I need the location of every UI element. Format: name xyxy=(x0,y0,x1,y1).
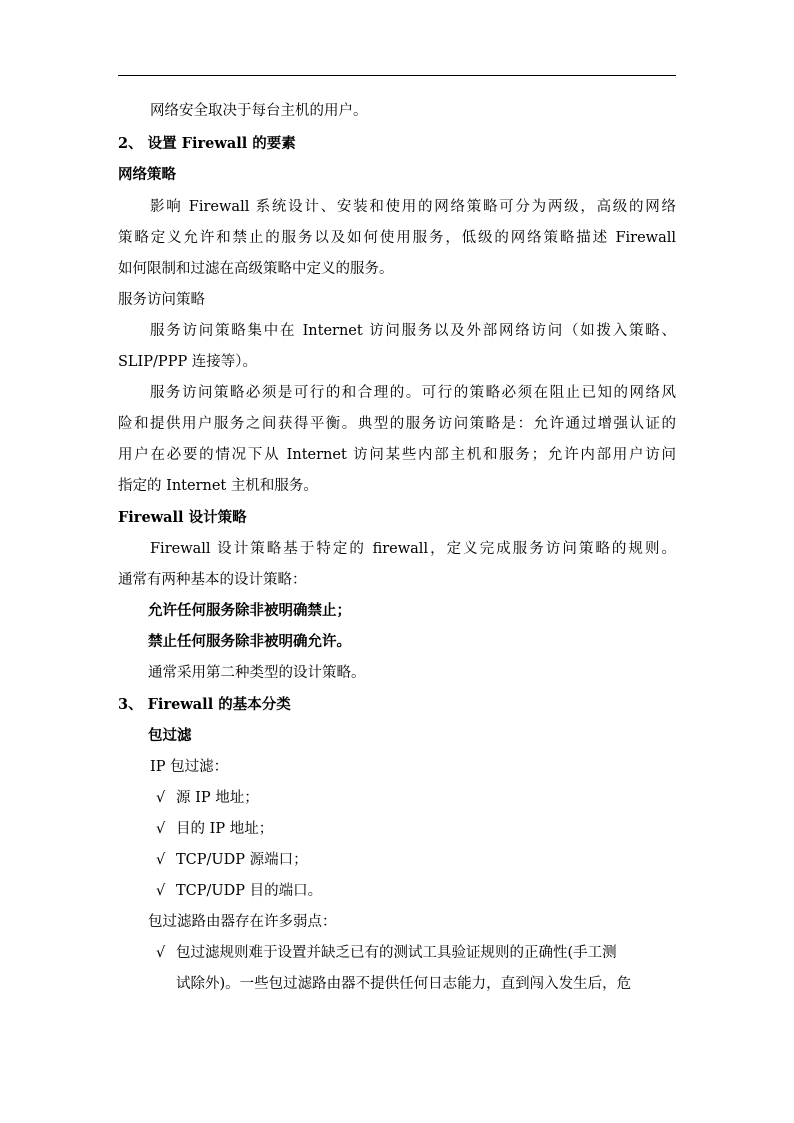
check-list-item xyxy=(156,819,273,839)
paragraph-line: 服务访问策略必须是可行的和合理的。可行的策略必须在阻止已知的网络风 xyxy=(150,385,676,401)
paragraph-line: 网络安全取决于每台主机的用户。 xyxy=(150,103,368,119)
header-rule xyxy=(118,75,676,76)
list-item-text: 包过滤规则难于设置并缺乏已有的测试工具验证规则的正确性(手工测 xyxy=(176,945,617,961)
check-list-item xyxy=(156,881,322,901)
check-icon: √ xyxy=(156,852,166,868)
paragraph-line: SLIP/PPP 连接等）。 xyxy=(118,354,258,370)
paragraph-line: 通常有两种基本的设计策略： xyxy=(118,572,307,588)
paragraph-line: 影响 Firewall 系统设计、安装和使用的网络策略可分为两级，高级的网络 xyxy=(150,199,676,215)
paragraph-line: 通常采用第二种类型的设计策略。 xyxy=(148,665,366,681)
paragraph-line: 策略定义允许和禁止的服务以及如何使用服务，低级的网络策略描述 Firewall xyxy=(118,230,676,246)
list-item-text: TCP/UDP 源端口； xyxy=(176,852,308,868)
paragraph-line: Firewall 设计策略基于特定的 firewall，定义完成服务访问策略的规则。 xyxy=(150,541,676,557)
check-icon: √ xyxy=(156,790,166,806)
paragraph-line: 包过滤路由器存在许多弱点： xyxy=(148,914,337,930)
subheading-network-policy: 网络策略 xyxy=(118,166,176,183)
paragraph-line: 指定的 Internet 主机和服务。 xyxy=(118,478,318,494)
check-icon: √ xyxy=(156,883,166,899)
design-strategy-item: 允许任何服务除非被明确禁止； xyxy=(148,602,351,619)
paragraph-line: IP 包过滤： xyxy=(150,759,229,775)
section-heading: 3、 Firewall 的基本分类 xyxy=(118,696,291,713)
section-heading: 2、 设置 Firewall 的要素 xyxy=(118,135,296,152)
list-item-text: 源 IP 地址； xyxy=(176,790,259,806)
subheading-service-policy: 服务访问策略 xyxy=(118,292,205,308)
paragraph-line: 服务访问策略集中在 Internet 访问服务以及外部网络访问（如拨入策略、 xyxy=(150,323,676,339)
list-item-text: 目的 IP 地址； xyxy=(176,821,274,837)
list-item-text: TCP/UDP 目的端口。 xyxy=(176,883,323,899)
paragraph-line: 险和提供用户服务之间获得平衡。典型的服务访问策略是：允许通过增强认证的 xyxy=(118,416,676,432)
subheading-packet-filter: 包过滤 xyxy=(148,727,192,744)
check-icon: √ xyxy=(156,821,166,837)
paragraph-line: 用户在必要的情况下从 Internet 访问某些内部主机和服务；允许内部用户访问 xyxy=(118,447,676,463)
check-list-item xyxy=(156,788,259,808)
design-strategy-item: 禁止任何服务除非被明确允许。 xyxy=(148,633,351,650)
check-icon: √ xyxy=(156,945,166,961)
paragraph-line: 试除外)。一些包过滤路由器不提供任何日志能力，直到闯入发生后，危 xyxy=(176,976,632,992)
paragraph-line: 如何限制和过滤在高级策略中定义的服务。 xyxy=(118,261,394,277)
subheading-firewall-design: Firewall 设计策略 xyxy=(118,509,247,526)
check-list-item xyxy=(156,850,308,870)
check-list-item xyxy=(156,943,676,963)
